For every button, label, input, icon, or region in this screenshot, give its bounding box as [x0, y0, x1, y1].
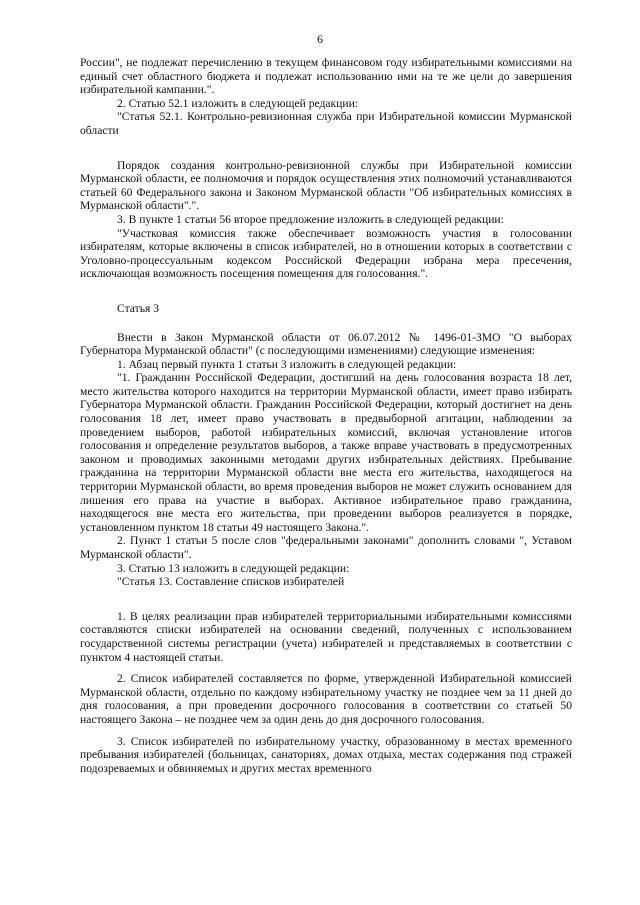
paragraph: 2. Список избирателей составляется по форме, утвержденной Избирательной комиссией Мурманской области, отдельно по каждому избирательному участку не позднее чем за 11 дней до дня голосования, а при проведении досрочного голосования в соответствии со статьей 50 настоящего Закона – не позднее чем за один день до дня досрочного голосования.	[80, 672, 572, 726]
paragraph: 2. Пункт 1 статьи 5 после слов "федеральными законами" дополнить словами ", Уставом Мурманской области".	[80, 534, 572, 561]
article-heading: "Статья 13. Составление списков избирателей	[117, 575, 345, 589]
paragraph: России", не подлежат перечислению в текущем финансовом году избирательными комиссиями на единый счет областного бюджета и подлежат использованию ими на те же цели до завершения избирательной кампании.".	[80, 56, 572, 97]
article-heading: "Статья 52.1. Контрольно-ревизионная служба при Избирательной комиссии Мурманской области	[80, 110, 572, 137]
paragraph: Внести в Закон Мурманской области от 06.07.2012 № 1496-01-ЗМО "О выборах Губернатора Мурманской области" (с последующими изменениями) следующие изменения:	[80, 330, 572, 358]
paragraph: 1. В целях реализации прав избирателей территориальными избирательными комиссиями составляются списки избирателей на основании сведений, полученных с использованием государственной системы регистрации (учета) избирателей и представляемых в соответствии с пунктом 4 настоящей статьи.	[80, 609, 572, 664]
paragraph: "Участковая комиссия также обеспечивает возможность участия в голосовании избирателям, которые включены в список избирателей, но в отношении которых в соответствии с Уголовно-процессуальным кодексом Российской Федерации избрана мера пресечения, исключающая возможность посещения помещения для голосования.".	[80, 226, 572, 281]
document-body	[80, 56, 572, 775]
paragraph: 3. Список избирателей по избирательному участку, образованному в местах временного пребывания избирателей (больницах, санаториях, домах отдыха, местах содержания под стражей подозреваемых и обвиняемых и других местах временного	[80, 734, 572, 775]
paragraph: "1. Гражданин Российской Федерации, достигший на день голосования возраста 18 лет, место жительства которого находится на территории Мурманской области, имеет право избирать Губернатора Мурманской области. Гражданин Российской Федерации, который достигнет на день голосования 18 лет, имеет право участвовать в предвыборной агитации, наблюдении за проведением выборов, работой избирательных комиссий, включая установление итогов голосования и определение результатов выборов, а также вправе участвовать в предусмотренных законом и проводимых законными методами других избирательных действиях. Пребывание гражданина на территории Мурманской области вне места его жительства, находящегося на территории Мурманской области, во время проведения выборов не может служить основанием для лишения его права на участие в выборах. Активное избирательное право гражданина, находящегося вне места его жительства, при проведении выборов реализуется в порядке, установленном пунктом 18 статьи 49 настоящего Закона.".	[80, 371, 572, 534]
article-title: Статья 3	[117, 301, 160, 315]
paragraph: 3. Статью 13 изложить в следующей редакции:	[117, 561, 350, 575]
paragraph: 2. Статью 52.1 изложить в следующей редакции:	[117, 96, 359, 110]
paragraph: 1. Абзац первый пункта 1 статьи 3 изложить в следующей редакции:	[117, 357, 457, 371]
page-number: 6	[317, 32, 323, 46]
paragraph: 3. В пункте 1 статьи 56 второе предложение изложить в следующей редакции:	[117, 212, 504, 226]
paragraph: Порядок создания контрольно-ревизионной службы при Избирательной комиссии Мурманской области, ее полномочия и порядок осуществления этих полномочий устанавливаются статьей 60 Федерального закона и Законом Мурманской области "Об избирательных комиссиях в Мурманской области".".	[80, 158, 572, 213]
